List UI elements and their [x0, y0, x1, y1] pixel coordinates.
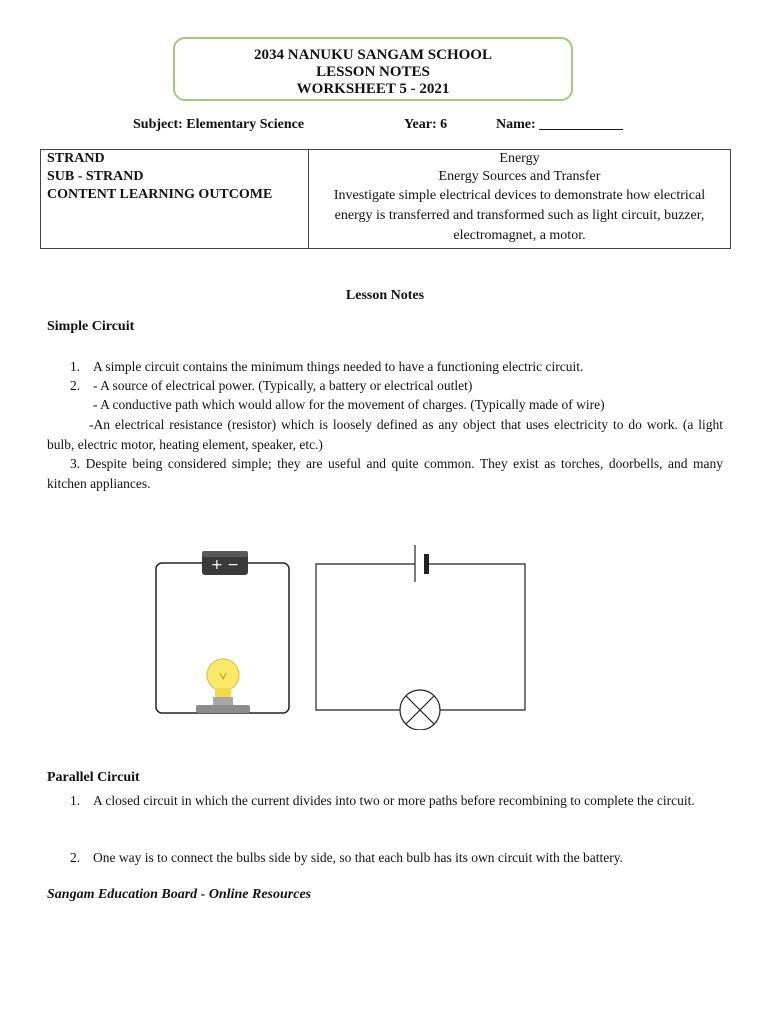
simple-circuit-item-2b: - A conductive path which would allow for the movement of charges. (Typically made of wire)	[93, 397, 605, 412]
strand-label: STRAND	[41, 150, 309, 169]
light-bulb-icon	[196, 659, 250, 713]
parallel-circuit-title: Parallel Circuit	[47, 770, 140, 785]
strand-table	[40, 149, 731, 249]
table-row	[41, 168, 731, 186]
simple-circuit-item-3: 3. Despite being considered simple; they are useful and quite common. They exist as torches, doorbells, and many kitchen appliances.	[47, 456, 723, 491]
year-label: Year: 6	[404, 117, 448, 132]
name-field: Name: ____________	[496, 117, 624, 132]
list-number: 2.	[70, 378, 81, 393]
strand-value: Energy	[309, 150, 731, 169]
list-number: 1.	[70, 359, 81, 374]
outcome-label: CONTENT LEARNING OUTCOME	[41, 186, 309, 249]
simple-circuit-item-2: - A source of electrical power. (Typically, a battery or electrical outlet)	[93, 378, 473, 393]
sub-strand-value: Energy Sources and Transfer	[309, 168, 731, 186]
outcome-value: Investigate simple electrical devices to demonstrate how electrical energy is transferred and transformed such as light circuit, buzzer, electromagnet, a motor.	[309, 186, 731, 249]
pictorial-circuit-diagram	[150, 545, 295, 720]
table-row	[41, 186, 731, 249]
circuit-wire	[428, 564, 525, 710]
lamp-symbol-icon	[400, 690, 440, 730]
parallel-circuit-item-1: A closed circuit in which the current divides into two or more paths before recombining to complete the circuit.	[93, 793, 695, 808]
sub-strand-label: SUB - STRAND	[41, 168, 309, 186]
lesson-notes-title: Lesson Notes	[345, 288, 425, 303]
header-worksheet: WORKSHEET 5 - 2021	[296, 81, 450, 97]
subject-label: Subject: Elementary Science	[133, 117, 305, 132]
simple-circuit-item-1: A simple circuit contains the minimum things needed to have a functioning electric circuit.	[93, 359, 584, 374]
battery-icon	[202, 551, 248, 575]
footer-credit: Sangam Education Board - Online Resources	[47, 887, 312, 902]
header-lesson-notes: LESSON NOTES	[316, 64, 430, 80]
header-school-name: 2034 NANUKU SANGAM SCHOOL	[254, 47, 492, 63]
battery-polarity-label: + −	[211, 557, 239, 573]
list-number: 2.	[70, 850, 81, 865]
school-header-box	[173, 37, 573, 101]
simple-circuit-title: Simple Circuit	[47, 319, 135, 334]
schematic-circuit-diagram	[312, 540, 532, 730]
cell-symbol-icon	[415, 545, 429, 582]
list-number: 1.	[70, 793, 81, 808]
circuit-wire	[316, 564, 415, 710]
table-row	[41, 150, 731, 169]
simple-circuit-item-2c: -An electrical resistance (resistor) which is loosely defined as any object that uses electricity to do work. (a light bulb, electric motor, heating element, speaker, etc.)	[47, 417, 723, 452]
parallel-circuit-item-2: One way is to connect the bulbs side by side, so that each bulb has its own circuit with the battery.	[93, 850, 624, 865]
